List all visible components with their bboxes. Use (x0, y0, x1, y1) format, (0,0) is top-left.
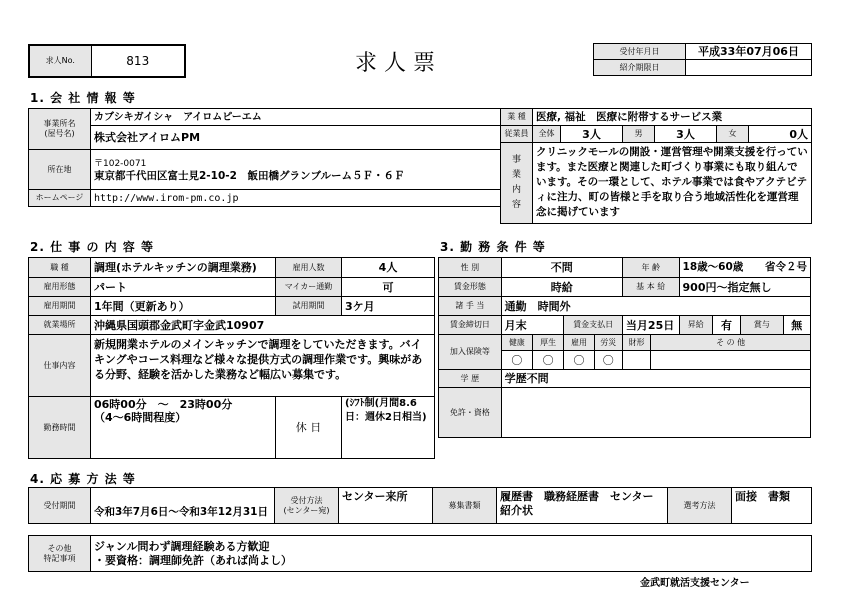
age-note: 省令２号 (765, 261, 807, 273)
company-kana: カブシキガイシャ アイロムピーエム (91, 109, 501, 126)
accept-date-value: 平成33年07月06日 (686, 44, 812, 60)
employees-label: 従業員 (501, 126, 533, 143)
work-hours-range: 06時00分 ～ 23時00分 (94, 398, 233, 411)
documents-value: 履歴書 職務経歴書 センター紹介状 (497, 488, 668, 524)
application-method-label: 受付方法 (290, 495, 323, 505)
license-value (501, 388, 810, 438)
ins-pension-mark: 〇 (532, 351, 563, 370)
headcount-label: 雇用人数 (276, 258, 342, 278)
work-place-label: 就業場所 (29, 316, 91, 335)
bonus-label: 賞与 (741, 316, 783, 335)
page-title: 求 人 票 (355, 51, 435, 76)
bonus-value: 無 (783, 316, 810, 335)
female-label: 女 (717, 126, 749, 143)
company-name: 株式会社アイロムPM (91, 126, 501, 150)
company-name-label-2: (屋号名) (44, 129, 75, 138)
job-description-label: 仕事内容 (29, 335, 91, 397)
allowance-value: 通勤 時間外 (501, 297, 810, 316)
wage-cutoff-label: 賃金締切日 (439, 316, 502, 335)
industry-value: 医療, 福祉 医療に附帯するサービス業 (533, 109, 812, 126)
car-commute-label: マイカー通勤 (276, 278, 342, 297)
employment-period-value: 1年間（更新あり） (91, 297, 276, 316)
license-label: 免許・資格 (439, 388, 502, 438)
company-address: 東京都千代田区富士見2-10-2 飯田橋グランブルーム５Ｆ・６Ｆ (94, 169, 405, 182)
company-info-right (500, 108, 812, 224)
address-label: 所在地 (29, 150, 91, 190)
ins-health-label: 健康 (501, 335, 532, 351)
other-notes-table (28, 535, 812, 572)
selection-value: 面接 書類 (732, 488, 812, 524)
other-notes-label: その他 (47, 543, 72, 553)
ins-other-label: そ の 他 (651, 335, 811, 351)
male-label: 男 (623, 126, 655, 143)
application-period-value: 令和3年7月6日～令和3年12月31日 (91, 488, 275, 524)
wage-type-value: 時給 (501, 278, 622, 297)
headcount-value: 4人 (342, 258, 435, 278)
employment-period-label: 雇用期間 (29, 297, 91, 316)
gender-label: 性 別 (439, 258, 502, 278)
application-period-label: 受付期間 (29, 488, 91, 524)
education-value: 学歴不問 (501, 370, 810, 388)
application-method-sublabel: (センター宛) (283, 505, 330, 515)
other-notes-line-1: ジャンル問わず調理経験ある方歓迎 (94, 539, 270, 553)
ins-employment-label: 雇用 (564, 335, 594, 351)
business-label: 事 業 内 容 (501, 143, 533, 224)
intro-deadline-label: 紹介期限日 (594, 60, 686, 76)
holiday-value: (ｼﾌﾄ制(月間8.6日：週休2日相当) (342, 397, 435, 459)
ins-other-value (651, 351, 811, 370)
job-type-value: 調理(ホテルキッチンの調理業務) (91, 258, 276, 278)
trial-period-value: 3ケ月 (342, 297, 435, 316)
wage-cutoff-value: 月末 (501, 316, 564, 335)
ins-accident-label: 労災 (594, 335, 622, 351)
ins-accident-mark: 〇 (594, 351, 622, 370)
job-number-box (28, 44, 186, 78)
payday-label: 賃金支払日 (564, 316, 623, 335)
intro-deadline-value (686, 60, 812, 76)
application-method-value: センター来所 (339, 488, 433, 524)
payday-value: 当月25日 (622, 316, 679, 335)
other-notes-line-2: ・要資格：調理師免許（あれば尚よし） (94, 553, 292, 567)
company-info-left (28, 108, 501, 207)
issuer-name: 金武町就活支援センター (640, 578, 750, 589)
section-application-title: 4. 応 募 方 法 等 (30, 472, 136, 486)
accept-date-label: 受付年月日 (594, 44, 686, 60)
company-name-label-1: 事業所名 (43, 119, 76, 128)
holiday-label: 休 日 (276, 397, 342, 459)
female-employees: 0人 (749, 126, 812, 143)
section-company-title: 1. 会 社 情 報 等 (30, 91, 136, 105)
industry-label: 業 種 (501, 109, 533, 126)
job-no-value: 813 (91, 45, 185, 77)
section-job-title: 2. 仕 事 の 内 容 等 (30, 240, 154, 254)
employment-type-value: パート (91, 278, 276, 297)
job-no-label: 求人No. (29, 45, 91, 77)
age-value: 18歳～60歳 (682, 261, 744, 273)
application-table (28, 487, 812, 524)
ins-pension-label: 厚生 (532, 335, 563, 351)
date-box (593, 43, 812, 76)
total-employees: 3人 (561, 126, 623, 143)
conditions-table (438, 257, 811, 438)
company-name-label (29, 109, 91, 150)
base-pay-value: 900円～指定無し (679, 278, 810, 297)
gender-value: 不問 (501, 258, 622, 278)
education-label: 学 歴 (439, 370, 502, 388)
ins-fund-label: 財形 (622, 335, 650, 351)
wage-type-label: 賃金形態 (439, 278, 502, 297)
work-hours-label: 勤務時間 (29, 397, 91, 459)
male-employees: 3人 (655, 126, 717, 143)
work-hours-note: （4～6時間程度） (94, 411, 187, 424)
insurance-label: 加入保険等 (439, 335, 502, 370)
homepage-link[interactable]: http://www.irom-pm.co.jp (91, 190, 501, 207)
job-description-value: 新規開業ホテルのメインキッチンで調理をしていただきます。バイキングやコース料理など様々な提供方式の調理作業です。興味がある分野、経験を活かした業務など幅広い募集です。 (91, 335, 435, 397)
business-description: クリニックモールの開設・運営管理や開業支援を行っています。また医療と関連した町づくり事業にも取り組んでいます。その一環として、ホテル事業では食やアクテビティに注力、町の皆様と手を取り合う地域活性化を運営理念に掲げています (533, 143, 812, 224)
ins-employment-mark: 〇 (564, 351, 594, 370)
age-label: 年 齢 (622, 258, 679, 278)
allowance-label: 諸 手 当 (439, 297, 502, 316)
trial-period-label: 試用期間 (276, 297, 342, 316)
job-content-table (28, 257, 435, 459)
employment-type-label: 雇用形態 (29, 278, 91, 297)
ins-health-mark: 〇 (501, 351, 532, 370)
documents-label: 募集書類 (433, 488, 497, 524)
job-type-label: 職 種 (29, 258, 91, 278)
other-notes-sublabel: 特記事項 (43, 553, 76, 563)
work-place-value: 沖縄県国頭郡金武町字金武10907 (91, 316, 435, 335)
base-pay-label: 基 本 給 (622, 278, 679, 297)
raise-value: 有 (712, 316, 740, 335)
car-commute-value: 可 (342, 278, 435, 297)
raise-label: 昇給 (679, 316, 712, 335)
postal-code: 〒102-0071 (94, 158, 147, 169)
selection-label: 選考方法 (668, 488, 732, 524)
section-conditions-title: 3. 勤 務 条 件 等 (440, 240, 546, 254)
homepage-label: ホームページ (29, 190, 91, 207)
total-label: 全体 (533, 126, 561, 143)
ins-fund-mark (622, 351, 650, 370)
